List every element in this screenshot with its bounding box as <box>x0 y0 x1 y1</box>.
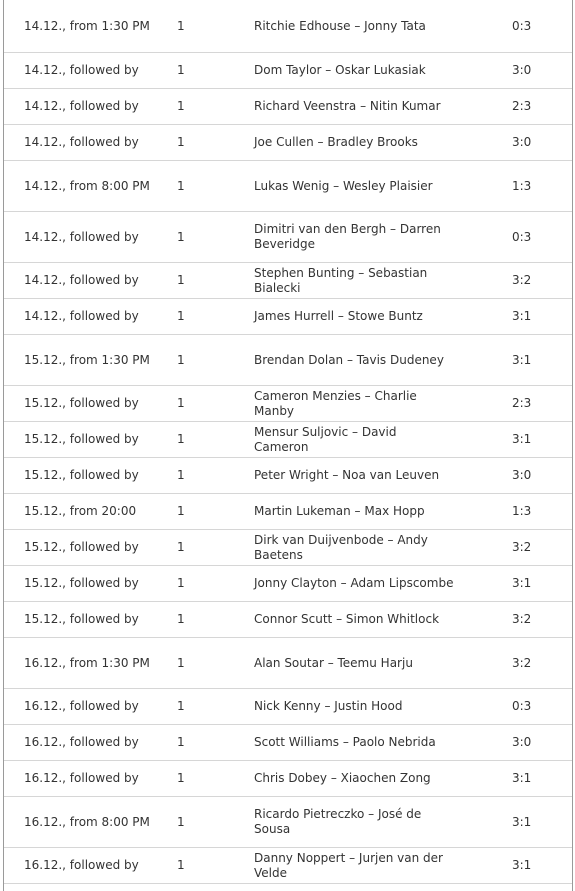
match-text: Richard Veenstra – Nitin Kumar <box>254 99 441 113</box>
round-cell: 1 <box>177 0 254 53</box>
score-cell: 3:1 <box>512 761 572 797</box>
date-cell: 16.12., from 8:00 PM <box>4 797 177 848</box>
match-text: Chris Dobey – Xiaochen Zong <box>254 771 431 785</box>
table-row <box>4 530 572 566</box>
date-cell: 15.12., from 20:00 <box>4 494 177 530</box>
score-cell: 0:3 <box>512 689 572 725</box>
round-cell: 1 <box>177 125 254 161</box>
match-cell <box>254 0 512 53</box>
match-text: Connor Scutt – Simon Whitlock <box>254 612 440 626</box>
table-row <box>4 761 572 797</box>
match-cell <box>254 638 512 689</box>
round-cell: 1 <box>177 458 254 494</box>
match-cell <box>254 530 512 566</box>
match-cell <box>254 458 512 494</box>
score-cell: 2:3 <box>512 89 572 125</box>
match-cell <box>254 602 512 638</box>
date-cell: 15.12., followed by <box>4 566 177 602</box>
round-cell: 1 <box>177 386 254 422</box>
date-cell: 14.12., followed by <box>4 125 177 161</box>
table-row <box>4 53 572 89</box>
match-text: Alan Soutar – Teemu Harju <box>254 655 413 670</box>
table-row <box>4 0 572 53</box>
score-cell: 3:2 <box>512 638 572 689</box>
date-cell: 16.12., followed by <box>4 848 177 884</box>
match-text: Peter Wright – Noa van Leuven <box>254 468 440 482</box>
table-row <box>4 566 572 602</box>
match-cell <box>254 335 512 386</box>
match-text: Dom Taylor – Oskar Lukasiak <box>254 63 426 77</box>
score-cell: 3:0 <box>512 458 572 494</box>
score-cell: 3:1 <box>512 566 572 602</box>
match-cell <box>254 566 512 602</box>
table-row <box>4 386 572 422</box>
round-cell: 1 <box>177 797 254 848</box>
score-cell: 3:1 <box>512 299 572 335</box>
score-cell: 3:2 <box>512 263 572 299</box>
match-cell <box>254 848 512 884</box>
schedule-table <box>4 0 572 884</box>
match-cell <box>254 299 512 335</box>
date-cell: 14.12., from 1:30 PM <box>4 0 177 53</box>
round-cell: 1 <box>177 848 254 884</box>
table-row <box>4 125 572 161</box>
match-cell <box>254 89 512 125</box>
round-cell: 1 <box>177 299 254 335</box>
match-cell <box>254 53 512 89</box>
schedule-table-container <box>3 0 573 891</box>
date-cell: 15.12., followed by <box>4 530 177 566</box>
round-cell: 1 <box>177 689 254 725</box>
match-cell <box>254 494 512 530</box>
match-text: James Hurrell – Stowe Buntz <box>254 309 423 323</box>
round-cell: 1 <box>177 761 254 797</box>
date-cell: 14.12., followed by <box>4 53 177 89</box>
date-cell: 16.12., followed by <box>4 689 177 725</box>
round-cell: 1 <box>177 263 254 299</box>
date-cell: 14.12., followed by <box>4 263 177 299</box>
match-cell <box>254 422 512 458</box>
match-cell <box>254 797 512 848</box>
match-cell <box>254 263 512 299</box>
table-row <box>4 335 572 386</box>
table-row <box>4 263 572 299</box>
match-text: Nick Kenny – Justin Hood <box>254 699 403 713</box>
round-cell: 1 <box>177 335 254 386</box>
score-cell: 3:1 <box>512 848 572 884</box>
score-cell: 1:3 <box>512 161 572 212</box>
match-text: Martin Lukeman – Max Hopp <box>254 504 425 518</box>
date-cell: 16.12., from 1:30 PM <box>4 638 177 689</box>
score-cell: 3:2 <box>512 602 572 638</box>
round-cell: 1 <box>177 422 254 458</box>
score-cell: 0:3 <box>512 212 572 263</box>
round-cell: 1 <box>177 89 254 125</box>
round-cell: 1 <box>177 566 254 602</box>
round-cell: 1 <box>177 161 254 212</box>
match-cell <box>254 212 512 263</box>
table-row <box>4 725 572 761</box>
table-row <box>4 89 572 125</box>
score-cell: 1:3 <box>512 494 572 530</box>
table-row <box>4 689 572 725</box>
match-cell <box>254 725 512 761</box>
date-cell: 15.12., followed by <box>4 458 177 494</box>
match-text: Joe Cullen – Bradley Brooks <box>254 135 418 149</box>
table-row <box>4 422 572 458</box>
date-cell: 14.12., followed by <box>4 299 177 335</box>
score-cell: 3:0 <box>512 53 572 89</box>
date-cell: 15.12., followed by <box>4 422 177 458</box>
date-cell: 14.12., followed by <box>4 89 177 125</box>
match-cell <box>254 161 512 212</box>
round-cell: 1 <box>177 494 254 530</box>
score-cell: 0:3 <box>512 0 572 53</box>
match-text: Cameron Menzies – Charlie Manby <box>254 388 417 418</box>
match-text: Lukas Wenig – Wesley Plaisier <box>254 178 433 193</box>
score-cell: 2:3 <box>512 386 572 422</box>
table-row <box>4 638 572 689</box>
match-text: Brendan Dolan – Tavis Dudeney <box>254 352 444 367</box>
round-cell: 1 <box>177 725 254 761</box>
match-text: Mensur Suljovic – David Cameron <box>254 424 397 454</box>
match-text: Dimitri van den Bergh – Darren Beveridge <box>254 222 441 251</box>
round-cell: 1 <box>177 638 254 689</box>
table-row <box>4 848 572 884</box>
round-cell: 1 <box>177 530 254 566</box>
table-row <box>4 212 572 263</box>
table-row <box>4 458 572 494</box>
match-cell <box>254 125 512 161</box>
table-row <box>4 797 572 848</box>
round-cell: 1 <box>177 53 254 89</box>
score-cell: 3:0 <box>512 725 572 761</box>
match-text: Dirk van Duijvenbode – Andy Baetens <box>254 532 428 562</box>
date-cell: 15.12., from 1:30 PM <box>4 335 177 386</box>
date-cell: 16.12., followed by <box>4 725 177 761</box>
table-row <box>4 299 572 335</box>
match-text: Ricardo Pietreczko – José de Sousa <box>254 807 422 836</box>
round-cell: 1 <box>177 602 254 638</box>
table-row <box>4 494 572 530</box>
match-text: Stephen Bunting – Sebastian Bialecki <box>254 265 428 295</box>
date-cell: 16.12., followed by <box>4 761 177 797</box>
table-row <box>4 602 572 638</box>
date-cell: 15.12., followed by <box>4 386 177 422</box>
match-cell <box>254 386 512 422</box>
match-cell <box>254 689 512 725</box>
match-text: Ritchie Edhouse – Jonny Tata <box>254 18 426 33</box>
table-row <box>4 161 572 212</box>
date-cell: 14.12., followed by <box>4 212 177 263</box>
score-cell: 3:1 <box>512 335 572 386</box>
date-cell: 15.12., followed by <box>4 602 177 638</box>
match-text: Jonny Clayton – Adam Lipscombe <box>254 576 454 590</box>
score-cell: 3:0 <box>512 125 572 161</box>
match-text: Scott Williams – Paolo Nebrida <box>254 735 436 749</box>
match-cell <box>254 761 512 797</box>
score-cell: 3:2 <box>512 530 572 566</box>
score-cell: 3:1 <box>512 422 572 458</box>
schedule-table-body <box>4 0 572 884</box>
date-cell: 14.12., from 8:00 PM <box>4 161 177 212</box>
match-text: Danny Noppert – Jurjen van der Velde <box>254 850 443 880</box>
round-cell: 1 <box>177 212 254 263</box>
score-cell: 3:1 <box>512 797 572 848</box>
